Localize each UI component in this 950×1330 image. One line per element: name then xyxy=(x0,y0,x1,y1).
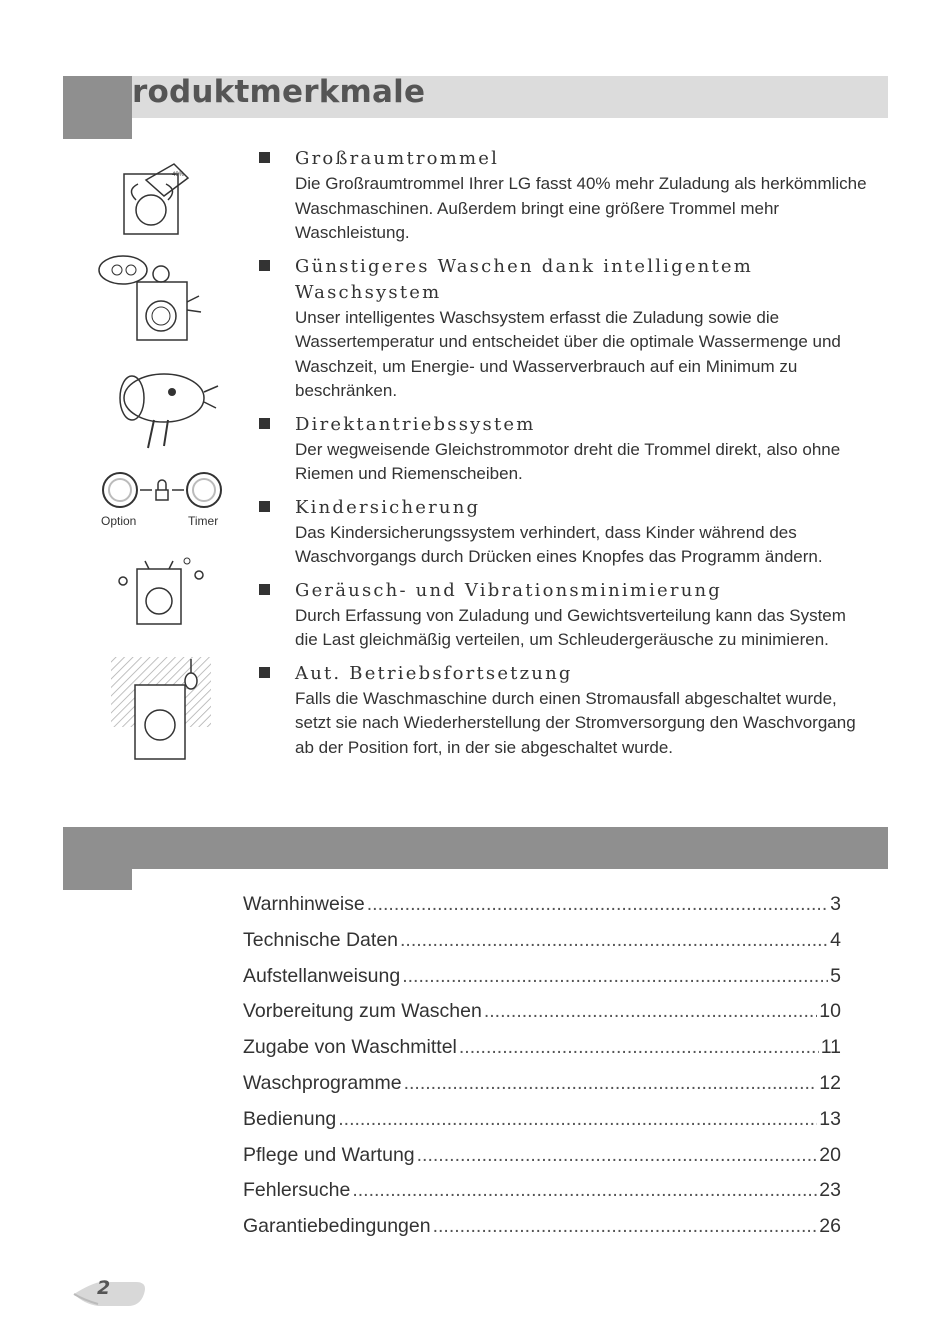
feature-description: Das Kindersicherungssystem verhindert, dass Kinder während des Waschvorgangs durch Drücken eines Knopfes das Programm ändern. xyxy=(295,522,823,566)
feature-title: Geräusch- und Vibrationsminimierung xyxy=(295,579,723,601)
feature-description: Durch Erfassung von Zuladung und Gewichtsverteilung kann das System die Last gleichmäßig verteilen, um Schleudergeräusche zu minimieren. xyxy=(295,605,846,649)
toc-entry[interactable] xyxy=(243,1036,841,1072)
toc-label: Waschprogramme xyxy=(243,1071,402,1094)
vibration-icon xyxy=(115,555,211,627)
bullet-icon xyxy=(259,584,270,595)
svg-text:40%: 40% xyxy=(172,172,185,178)
toc-page: 4 xyxy=(830,928,841,951)
motor-icon xyxy=(106,362,224,454)
bullet-icon xyxy=(259,667,270,678)
feature-item xyxy=(258,146,868,246)
toc-entry[interactable] xyxy=(243,929,841,965)
toc-page: 10 xyxy=(819,1000,841,1023)
toc-leader xyxy=(400,929,828,952)
auto-restart-illustration xyxy=(109,655,213,765)
page-title: roduktmerkmale xyxy=(132,74,426,110)
toc-label: Garantiebedingungen xyxy=(243,1215,431,1238)
feature-description: Falls die Waschmaschine durch einen Stromausfall abgeschaltet wurde, setzt sie nach Wiederherstellung der Stromversorgung den Waschvorgang ab der Position fort, in der sie abgeschaltet wurde. xyxy=(295,688,856,757)
header-block xyxy=(63,76,132,139)
toc-leader xyxy=(417,1144,818,1167)
toc-entry[interactable] xyxy=(243,1000,841,1036)
bullet-icon xyxy=(259,501,270,512)
vibration-illustration xyxy=(115,555,211,627)
feature-description: Unser intelligentes Waschsystem erfasst die Zuladung sowie die Wassertemperatur und entscheidet über die optimale Wassermenge und Waschzeit, um Energie- und Wasserverbrauch auf ein Minimum zu beschränken. xyxy=(295,307,841,400)
bullet-icon xyxy=(259,152,270,163)
toc-leader xyxy=(338,1108,817,1131)
toc-entry[interactable] xyxy=(243,1179,841,1215)
feature-title: Direktantriebssystem xyxy=(295,413,536,435)
toc-header-bar xyxy=(63,827,888,869)
toc-leader xyxy=(484,1000,817,1023)
toc-page: 12 xyxy=(819,1071,841,1094)
toc-entry[interactable] xyxy=(243,1144,841,1180)
toc-leader xyxy=(459,1036,819,1059)
power-restore-icon xyxy=(109,655,213,765)
feature-title: Günstigeres Waschen dank intelligentem Waschsystem xyxy=(295,255,754,303)
feature-item xyxy=(258,254,868,404)
toc-label: Fehlersuche xyxy=(243,1179,351,1202)
feature-item xyxy=(258,578,868,653)
toc-page: 20 xyxy=(819,1143,841,1166)
toc-page: 26 xyxy=(819,1215,841,1238)
feature-title: Kindersicherung xyxy=(295,496,481,518)
large-drum-icon xyxy=(116,160,196,240)
feature-description: Die Großraumtrommel Ihrer LG fasst 40% mehr Zuladung als herkömmliche Waschmaschinen. Außerdem bringt eine größere Trommel mehr Waschleistung. xyxy=(295,174,867,242)
timer-label: Timer xyxy=(188,514,219,528)
toc-entry[interactable] xyxy=(243,1072,841,1108)
toc-leader xyxy=(367,893,828,916)
toc-entry[interactable] xyxy=(243,965,841,1001)
toc-entry[interactable] xyxy=(243,1215,841,1251)
feature-description: Der wegweisende Gleichstrommotor dreht die Trommel direkt, also ohne Riemen und Riemenscheiben. xyxy=(295,439,841,483)
toc-page: 3 xyxy=(830,893,841,915)
toc-label: Vorbereitung zum Waschen xyxy=(243,1000,482,1023)
feature-title: Großraumtrommel xyxy=(295,148,500,169)
toc-label: Pflege und Wartung xyxy=(243,1143,415,1166)
toc-entry[interactable] xyxy=(243,893,841,929)
smart-wash-illustration xyxy=(95,250,207,345)
direct-drive-illustration xyxy=(106,362,224,454)
large-drum-illustration xyxy=(116,160,196,240)
bullet-icon xyxy=(259,418,270,429)
page-number: 2 xyxy=(97,1277,111,1299)
toc-leader xyxy=(352,1179,817,1202)
toc-page: 23 xyxy=(819,1179,841,1202)
feature-item xyxy=(258,661,868,761)
toc-entry[interactable] xyxy=(243,1108,841,1144)
toc-page: 5 xyxy=(830,964,841,987)
option-label: Option xyxy=(101,514,137,528)
feature-item xyxy=(258,412,868,487)
toc-label: Technische Daten xyxy=(243,928,399,951)
child-lock-icon xyxy=(100,470,224,510)
toc-label: Aufstellanweisung xyxy=(243,964,401,987)
toc-label: Zugabe von Waschmittel xyxy=(243,1036,457,1059)
smart-system-icon xyxy=(95,250,207,345)
toc-page: 11 xyxy=(820,1036,841,1059)
feature-list xyxy=(258,146,868,768)
toc-leader xyxy=(402,965,828,988)
toc-label: Warnhinweise xyxy=(243,893,365,915)
toc-leader xyxy=(404,1072,818,1095)
child-lock-illustration xyxy=(100,470,224,510)
toc-header-block xyxy=(63,869,132,890)
feature-title: Aut. Betriebsfortsetzung xyxy=(295,662,573,684)
table-of-contents xyxy=(243,893,841,1251)
toc-label: Bedienung xyxy=(243,1107,337,1130)
toc-page: 13 xyxy=(819,1107,841,1130)
feature-item xyxy=(258,495,868,570)
bullet-icon xyxy=(259,260,270,271)
toc-leader xyxy=(433,1215,818,1238)
